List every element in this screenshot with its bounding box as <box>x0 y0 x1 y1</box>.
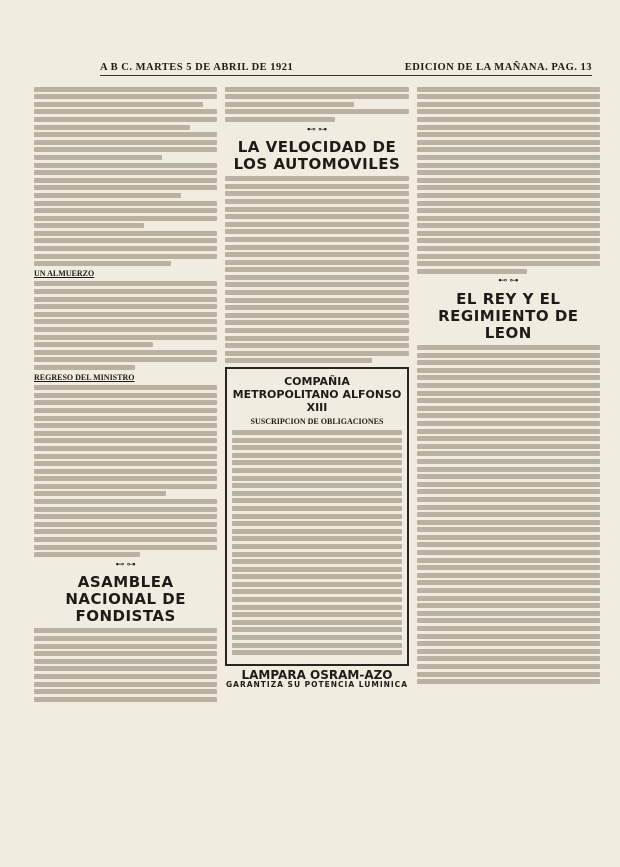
text-line-placeholder <box>34 400 217 405</box>
text-line-placeholder <box>34 476 217 481</box>
text-line-placeholder <box>225 102 353 107</box>
column-1 <box>34 84 217 859</box>
text-line-placeholder <box>225 184 408 189</box>
text-line-placeholder <box>417 254 600 259</box>
text-line-placeholder <box>232 491 401 496</box>
text-line-placeholder <box>34 469 217 474</box>
text-line-placeholder <box>34 461 217 466</box>
text-line-placeholder <box>34 147 217 152</box>
text-line-placeholder <box>417 489 600 494</box>
text-line-placeholder <box>417 656 600 661</box>
text-line-placeholder <box>232 567 401 572</box>
text-line-placeholder <box>225 252 408 257</box>
text-line-placeholder <box>417 520 600 525</box>
column-2 <box>225 84 408 859</box>
text-line-placeholder <box>225 290 408 295</box>
text-line-placeholder <box>232 445 401 450</box>
headline: LA VELOCIDAD DE LOS AUTOMOVILES <box>233 138 401 174</box>
text-line-placeholder <box>34 335 217 340</box>
text-line-placeholder <box>34 529 217 534</box>
text-line-placeholder <box>417 641 600 646</box>
text-line-placeholder <box>417 201 600 206</box>
text-line-placeholder <box>417 238 600 243</box>
text-line-placeholder <box>417 94 600 99</box>
text-line-placeholder <box>417 672 600 677</box>
text-line-placeholder <box>34 674 217 679</box>
text-line-placeholder <box>417 573 600 578</box>
text-line-placeholder <box>417 223 600 228</box>
text-line-placeholder <box>417 649 600 654</box>
text-line-placeholder <box>232 597 401 602</box>
text-line-placeholder <box>225 336 408 341</box>
text-line-placeholder <box>225 199 408 204</box>
text-line-placeholder <box>232 627 401 632</box>
text-line-placeholder <box>417 618 600 623</box>
text-line-placeholder <box>34 697 217 702</box>
text-line-placeholder <box>417 421 600 426</box>
text-line-placeholder <box>417 596 600 601</box>
text-line-placeholder <box>225 176 408 181</box>
text-line-placeholder <box>34 281 217 286</box>
text-line-placeholder <box>225 305 408 310</box>
text-line-placeholder <box>232 635 401 640</box>
lamp-ad-title: LAMPARA OSRAM-AZO <box>241 667 393 682</box>
text-line-placeholder <box>417 87 600 92</box>
ad-subtitle: SUSCRIPCION DE OBLIGACIONES <box>250 417 384 427</box>
text-line-placeholder <box>34 393 217 398</box>
text-line-placeholder <box>417 406 600 411</box>
text-line-placeholder <box>34 552 140 557</box>
text-line-placeholder <box>417 679 600 684</box>
text-line-placeholder <box>34 416 217 421</box>
text-line-placeholder <box>417 580 600 585</box>
columns <box>34 84 600 859</box>
text-line-placeholder <box>34 155 162 160</box>
text-line-placeholder <box>417 208 600 213</box>
text-line-placeholder <box>417 611 600 616</box>
text-line-placeholder <box>34 254 217 259</box>
text-line-placeholder <box>34 385 217 390</box>
section-title: REGRESO DEL MINISTRO <box>34 372 135 382</box>
text-line-placeholder <box>417 269 527 274</box>
text-line-placeholder <box>417 550 600 555</box>
text-line-placeholder <box>34 216 217 221</box>
text-line-placeholder <box>417 360 600 365</box>
text-line-placeholder <box>34 297 217 302</box>
header-date: A B C. MARTES 5 DE ABRIL DE 1921 <box>100 62 294 73</box>
text-line-placeholder <box>232 544 401 549</box>
text-line-placeholder <box>417 588 600 593</box>
text-line-placeholder <box>417 482 600 487</box>
text-line-placeholder <box>34 423 217 428</box>
text-line-placeholder <box>225 275 408 280</box>
text-line-placeholder <box>34 357 217 362</box>
text-line-placeholder <box>417 391 600 396</box>
text-line-placeholder <box>417 375 600 380</box>
text-line-placeholder <box>225 298 408 303</box>
text-line-placeholder <box>34 644 217 649</box>
lamp-ad-sub: GARANTIZA SU POTENCIA LUMINICA <box>225 680 408 690</box>
text-line-placeholder <box>417 603 600 608</box>
text-line-placeholder <box>417 109 600 114</box>
text-line-placeholder <box>417 565 600 570</box>
text-line-placeholder <box>232 643 401 648</box>
text-line-placeholder <box>34 651 217 656</box>
text-line-placeholder <box>34 636 217 641</box>
text-line-placeholder <box>417 505 600 510</box>
text-line-placeholder <box>34 109 217 114</box>
text-line-placeholder <box>225 343 408 348</box>
text-line-placeholder <box>232 498 401 503</box>
text-line-placeholder <box>34 170 217 175</box>
text-line-placeholder <box>232 605 401 610</box>
text-line-placeholder <box>417 429 600 434</box>
text-line-placeholder <box>417 132 600 137</box>
text-line-placeholder <box>34 312 217 317</box>
text-line-placeholder <box>232 559 401 564</box>
text-line-placeholder <box>417 451 600 456</box>
text-line-placeholder <box>232 552 401 557</box>
text-line-placeholder <box>417 185 600 190</box>
text-line-placeholder <box>232 438 401 443</box>
text-line-placeholder <box>417 467 600 472</box>
ornament: ⊷ ⊶ <box>115 558 136 569</box>
text-line-placeholder <box>34 365 135 370</box>
text-line-placeholder <box>34 223 144 228</box>
text-line-placeholder <box>232 460 401 465</box>
text-line-placeholder <box>417 535 600 540</box>
text-line-placeholder <box>225 260 408 265</box>
text-line-placeholder <box>225 320 408 325</box>
text-line-placeholder <box>34 454 217 459</box>
lamp-ad <box>225 667 408 690</box>
text-line-placeholder <box>225 237 408 242</box>
text-line-placeholder <box>232 650 401 655</box>
text-line-placeholder <box>417 178 600 183</box>
ornament: ⊷ ⊶ <box>306 123 328 134</box>
text-line-placeholder <box>417 664 600 669</box>
text-line-placeholder <box>417 413 600 418</box>
text-line-placeholder <box>34 125 190 130</box>
text-line-placeholder <box>232 476 401 481</box>
text-line-placeholder <box>417 398 600 403</box>
text-line-placeholder <box>417 368 600 373</box>
text-line-placeholder <box>225 207 408 212</box>
text-line-placeholder <box>34 289 217 294</box>
text-line-placeholder <box>417 542 600 547</box>
text-line-placeholder <box>232 620 401 625</box>
text-line-placeholder <box>225 328 408 333</box>
text-line-placeholder <box>225 214 408 219</box>
text-line-placeholder <box>34 537 217 542</box>
text-line-placeholder <box>232 521 401 526</box>
text-line-placeholder <box>417 102 600 107</box>
text-line-placeholder <box>417 125 600 130</box>
text-line-placeholder <box>232 453 401 458</box>
header-page: EDICION DE LA MAÑANA. PAG. 13 <box>404 62 592 73</box>
text-line-placeholder <box>417 512 600 517</box>
text-line-placeholder <box>34 689 217 694</box>
text-line-placeholder <box>34 514 217 519</box>
text-line-placeholder <box>225 222 408 227</box>
text-line-placeholder <box>34 163 217 168</box>
text-line-placeholder <box>34 408 217 413</box>
text-line-placeholder <box>417 261 600 266</box>
text-line-placeholder <box>34 342 153 347</box>
ad-title: COMPAÑIA METROPOLITANO ALFONSO XIII <box>232 375 402 415</box>
text-line-placeholder <box>34 499 217 504</box>
text-line-placeholder <box>225 117 335 122</box>
text-line-placeholder <box>232 574 401 579</box>
text-line-placeholder <box>232 582 401 587</box>
text-line-placeholder <box>34 304 217 309</box>
advertisement <box>225 367 408 665</box>
text-line-placeholder <box>34 431 217 436</box>
text-line-placeholder <box>417 155 600 160</box>
text-line-placeholder <box>34 545 217 550</box>
text-line-placeholder <box>34 319 217 324</box>
text-line-placeholder <box>225 282 408 287</box>
text-line-placeholder <box>225 313 408 318</box>
text-line-placeholder <box>34 246 217 251</box>
text-line-placeholder <box>34 238 217 243</box>
text-line-placeholder <box>417 216 600 221</box>
text-line-placeholder <box>417 140 600 145</box>
text-line-placeholder <box>34 446 217 451</box>
text-line-placeholder <box>417 634 600 639</box>
text-line-placeholder <box>417 558 600 563</box>
text-line-placeholder <box>232 589 401 594</box>
text-line-placeholder <box>232 514 401 519</box>
text-line-placeholder <box>34 87 217 92</box>
text-line-placeholder <box>225 267 408 272</box>
text-line-placeholder <box>417 163 600 168</box>
text-line-placeholder <box>34 102 203 107</box>
text-line-placeholder <box>225 358 372 363</box>
text-line-placeholder <box>225 229 408 234</box>
text-line-placeholder <box>34 438 217 443</box>
headline: ASAMBLEA NACIONAL DE FONDISTAS <box>65 573 186 626</box>
text-line-placeholder <box>417 527 600 532</box>
text-line-placeholder <box>34 484 217 489</box>
text-line-placeholder <box>34 132 217 137</box>
text-line-placeholder <box>417 436 600 441</box>
text-line-placeholder <box>417 193 600 198</box>
text-line-placeholder <box>417 117 600 122</box>
text-line-placeholder <box>34 185 217 190</box>
text-line-placeholder <box>417 353 600 358</box>
text-line-placeholder <box>34 659 217 664</box>
text-line-placeholder <box>34 193 181 198</box>
text-line-placeholder <box>417 497 600 502</box>
text-line-placeholder <box>34 117 217 122</box>
text-line-placeholder <box>225 351 408 356</box>
text-line-placeholder <box>34 261 171 266</box>
text-line-placeholder <box>232 536 401 541</box>
text-line-placeholder <box>225 191 408 196</box>
text-line-placeholder <box>34 231 217 236</box>
text-line-placeholder <box>417 459 600 464</box>
text-line-placeholder <box>34 350 217 355</box>
text-line-placeholder <box>417 147 600 152</box>
text-line-placeholder <box>232 506 401 511</box>
ornament: ⊷ ⊶ <box>498 275 519 286</box>
text-line-placeholder <box>417 170 600 175</box>
column-3 <box>417 84 600 859</box>
text-line-placeholder <box>34 201 217 206</box>
text-line-placeholder <box>232 468 401 473</box>
text-line-placeholder <box>34 140 217 145</box>
text-line-placeholder <box>232 483 401 488</box>
text-line-placeholder <box>232 612 401 617</box>
text-line-placeholder <box>417 626 600 631</box>
section-title: UN ALMUERZO <box>34 269 95 279</box>
text-line-placeholder <box>417 345 600 350</box>
text-line-placeholder <box>34 178 217 183</box>
headline: EL REY Y EL REGIMIENTO DE LEON <box>438 290 579 343</box>
text-line-placeholder <box>34 94 217 99</box>
text-line-placeholder <box>34 491 166 496</box>
text-line-placeholder <box>225 245 408 250</box>
text-line-placeholder <box>417 231 600 236</box>
text-line-placeholder <box>417 474 600 479</box>
text-line-placeholder <box>34 208 217 213</box>
text-line-placeholder <box>34 327 217 332</box>
text-line-placeholder <box>34 628 217 633</box>
text-line-placeholder <box>34 522 217 527</box>
text-line-placeholder <box>225 87 408 92</box>
text-line-placeholder <box>225 94 408 99</box>
text-line-placeholder <box>417 444 600 449</box>
text-line-placeholder <box>34 666 217 671</box>
text-line-placeholder <box>232 430 401 435</box>
text-line-placeholder <box>417 383 600 388</box>
text-line-placeholder <box>232 529 401 534</box>
text-line-placeholder <box>34 682 217 687</box>
text-line-placeholder <box>34 507 217 512</box>
text-line-placeholder <box>225 109 408 114</box>
page-header <box>100 62 592 76</box>
text-line-placeholder <box>417 246 600 251</box>
